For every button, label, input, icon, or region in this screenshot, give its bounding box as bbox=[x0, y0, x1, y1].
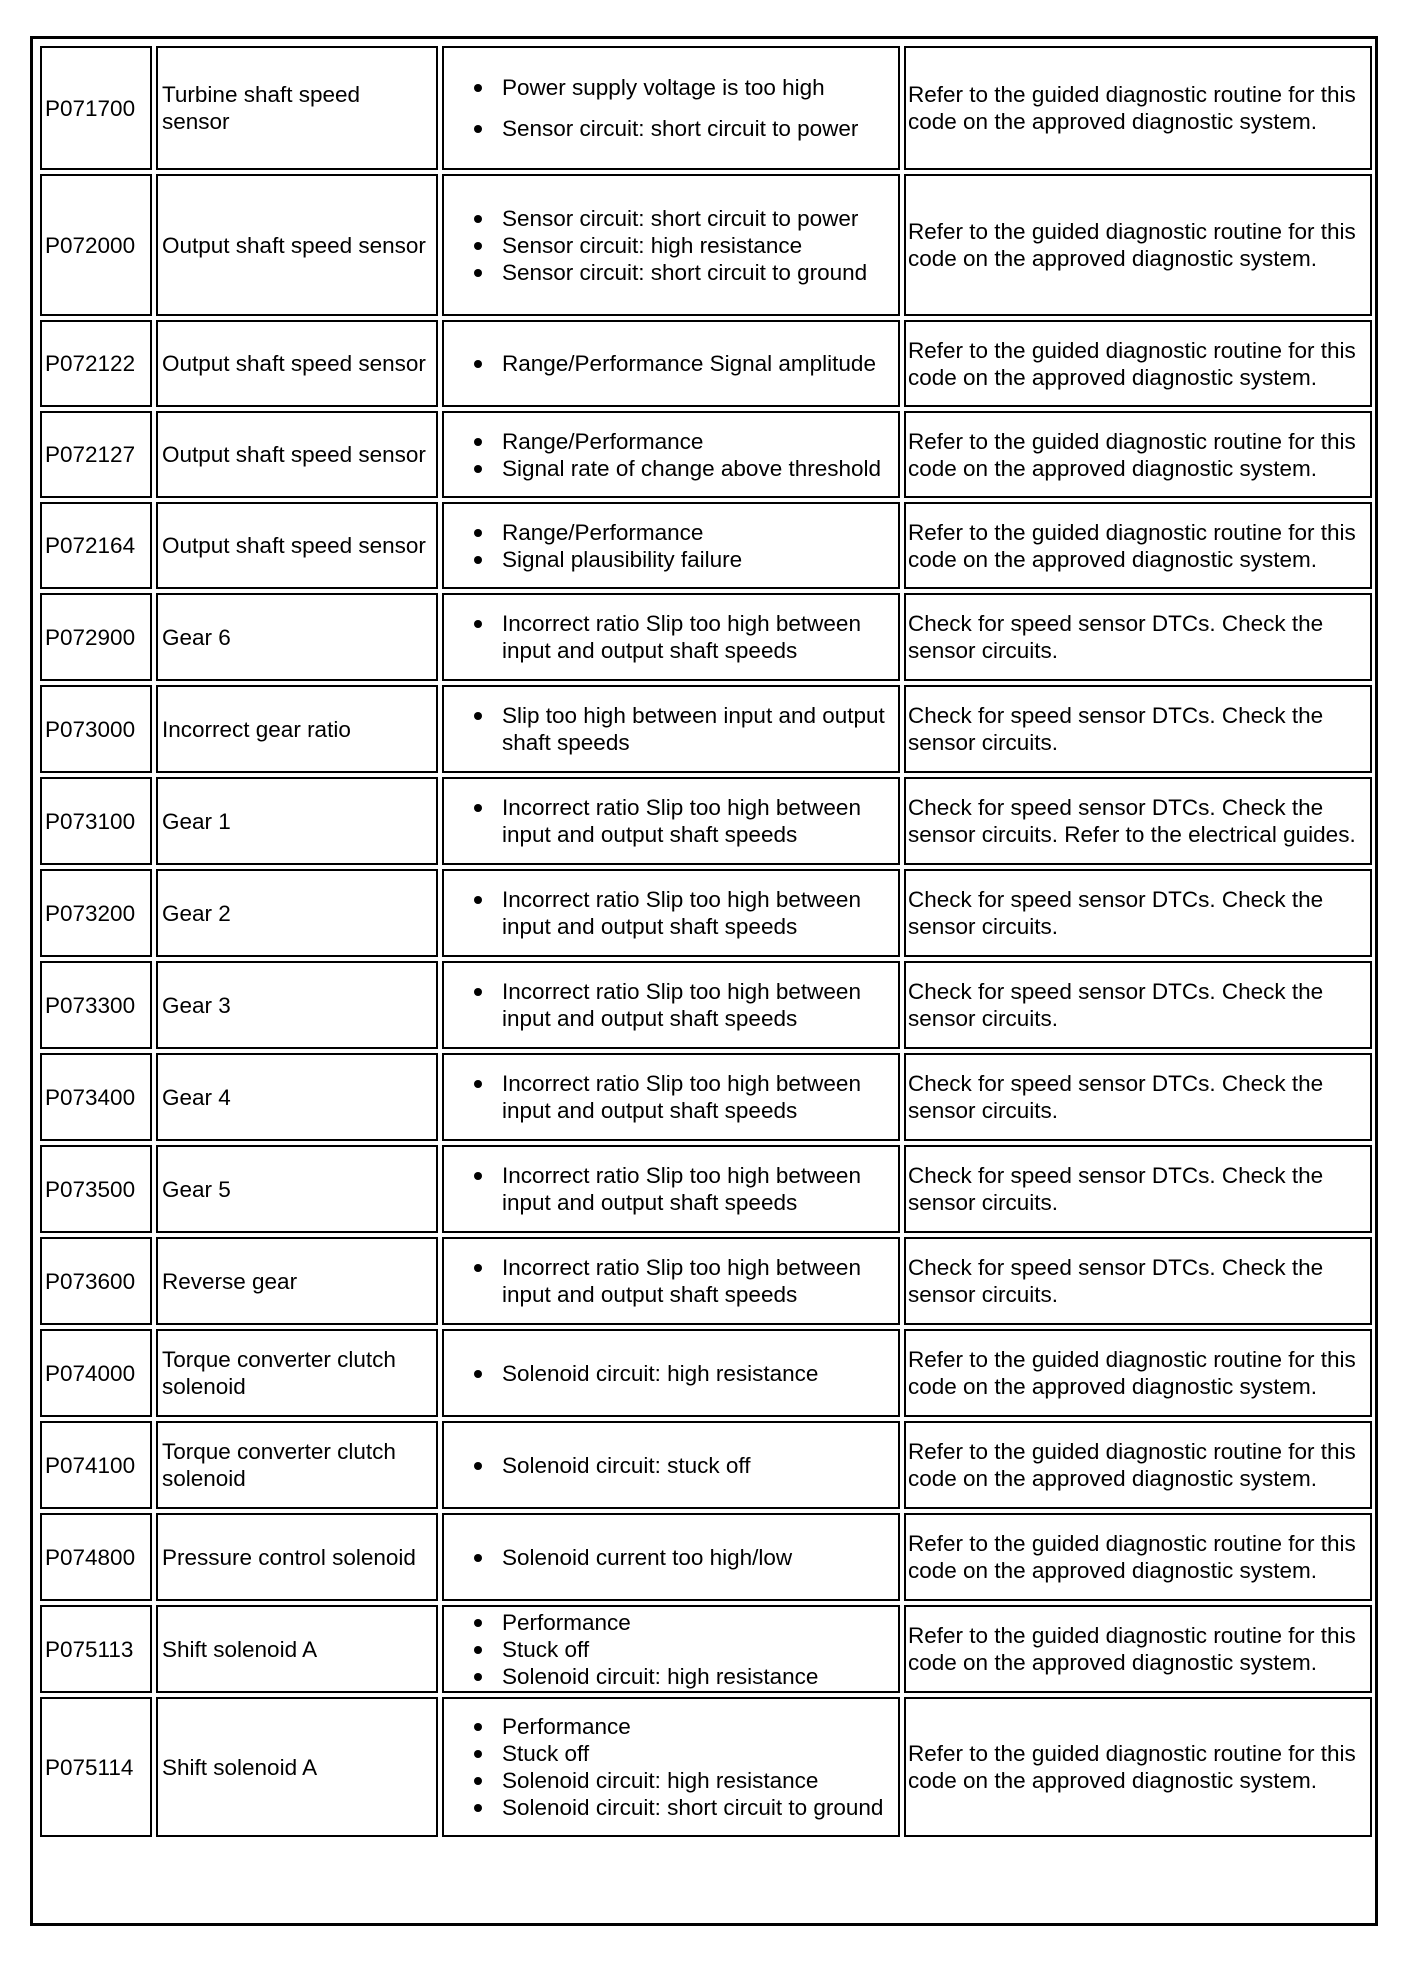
action-cell: Refer to the guided diagnostic routine for this code on the approved diagnostic system. bbox=[904, 174, 1372, 316]
action-cell: Check for speed sensor DTCs. Check the sensor circuits. bbox=[904, 961, 1372, 1049]
action-cell: Check for speed sensor DTCs. Check the sensor circuits. bbox=[904, 869, 1372, 957]
dtc-code-cell: P072000 bbox=[40, 174, 152, 316]
table-row bbox=[40, 411, 1372, 498]
component-cell: Turbine shaft speed sensor bbox=[156, 46, 438, 170]
possible-causes-cell bbox=[442, 961, 900, 1049]
action-cell: Check for speed sensor DTCs. Check the sensor circuits. bbox=[904, 685, 1372, 773]
table-row bbox=[40, 46, 1372, 170]
table-row bbox=[40, 1605, 1372, 1693]
cause-list bbox=[454, 205, 894, 286]
dtc-code-cell: P074800 bbox=[40, 1513, 152, 1601]
dtc-table-body bbox=[40, 46, 1372, 1837]
cause-list bbox=[454, 702, 894, 756]
dtc-code-cell: P073600 bbox=[40, 1237, 152, 1325]
action-cell: Refer to the guided diagnostic routine for this code on the approved diagnostic system. bbox=[904, 1513, 1372, 1601]
action-cell: Check for speed sensor DTCs. Check the sensor circuits. bbox=[904, 1237, 1372, 1325]
cause-list-item: Incorrect ratio Slip too high between input and output shaft speeds bbox=[454, 1070, 894, 1124]
cause-list-item: Solenoid circuit: high resistance bbox=[454, 1767, 894, 1794]
possible-causes-cell bbox=[442, 685, 900, 773]
cause-list-item: Solenoid current too high/low bbox=[454, 1544, 894, 1571]
cause-list-item: Power supply voltage is too high bbox=[454, 74, 894, 101]
possible-causes-cell bbox=[442, 174, 900, 316]
cause-list-item: Incorrect ratio Slip too high between input and output shaft speeds bbox=[454, 610, 894, 664]
dtc-code-cell: P072900 bbox=[40, 593, 152, 681]
action-cell: Check for speed sensor DTCs. Check the sensor circuits. bbox=[904, 1053, 1372, 1141]
table-row bbox=[40, 1697, 1372, 1837]
cause-list bbox=[454, 519, 894, 573]
table-row bbox=[40, 1513, 1372, 1601]
cause-list bbox=[454, 886, 894, 940]
cause-list bbox=[454, 1254, 894, 1308]
cause-list bbox=[454, 1070, 894, 1124]
component-cell: Gear 1 bbox=[156, 777, 438, 865]
cause-list bbox=[454, 1544, 894, 1571]
dtc-code-cell: P073100 bbox=[40, 777, 152, 865]
cause-list-item: Sensor circuit: short circuit to ground bbox=[454, 259, 894, 286]
cause-list bbox=[454, 350, 894, 377]
action-cell: Refer to the guided diagnostic routine for this code on the approved diagnostic system. bbox=[904, 1605, 1372, 1693]
table-row bbox=[40, 1053, 1372, 1141]
action-cell: Check for speed sensor DTCs. Check the sensor circuits. bbox=[904, 593, 1372, 681]
cause-list-item: Signal rate of change above threshold bbox=[454, 455, 894, 482]
component-cell: Output shaft speed sensor bbox=[156, 320, 438, 407]
table-row bbox=[40, 320, 1372, 407]
possible-causes-cell bbox=[442, 46, 900, 170]
cause-list-item: Signal plausibility failure bbox=[454, 546, 894, 573]
cause-list bbox=[454, 794, 894, 848]
cause-list-item: Sensor circuit: short circuit to power bbox=[454, 115, 894, 142]
action-cell: Check for speed sensor DTCs. Check the sensor circuits. bbox=[904, 1145, 1372, 1233]
component-cell: Shift solenoid A bbox=[156, 1697, 438, 1837]
action-cell: Refer to the guided diagnostic routine for this code on the approved diagnostic system. bbox=[904, 1329, 1372, 1417]
component-cell: Gear 2 bbox=[156, 869, 438, 957]
possible-causes-cell bbox=[442, 1237, 900, 1325]
cause-list-item: Sensor circuit: high resistance bbox=[454, 232, 894, 259]
cause-list-item: Incorrect ratio Slip too high between input and output shaft speeds bbox=[454, 1254, 894, 1308]
table-row bbox=[40, 1421, 1372, 1509]
dtc-code-cell: P074100 bbox=[40, 1421, 152, 1509]
component-cell: Incorrect gear ratio bbox=[156, 685, 438, 773]
possible-causes-cell bbox=[442, 502, 900, 589]
action-cell: Refer to the guided diagnostic routine for this code on the approved diagnostic system. bbox=[904, 1697, 1372, 1837]
dtc-code-cell: P073500 bbox=[40, 1145, 152, 1233]
cause-list-item: Range/Performance bbox=[454, 519, 894, 546]
table-row bbox=[40, 1329, 1372, 1417]
action-cell: Refer to the guided diagnostic routine for this code on the approved diagnostic system. bbox=[904, 502, 1372, 589]
dtc-code-cell: P073000 bbox=[40, 685, 152, 773]
action-cell: Refer to the guided diagnostic routine for this code on the approved diagnostic system. bbox=[904, 46, 1372, 170]
table-row bbox=[40, 961, 1372, 1049]
component-cell: Output shaft speed sensor bbox=[156, 502, 438, 589]
dtc-code-cell: P075113 bbox=[40, 1605, 152, 1693]
dtc-code-cell: P071700 bbox=[40, 46, 152, 170]
possible-causes-cell bbox=[442, 869, 900, 957]
possible-causes-cell bbox=[442, 1329, 900, 1417]
cause-list-item: Solenoid circuit: high resistance bbox=[454, 1663, 894, 1690]
table-row bbox=[40, 777, 1372, 865]
cause-list-item: Incorrect ratio Slip too high between input and output shaft speeds bbox=[454, 794, 894, 848]
cause-list bbox=[454, 74, 894, 142]
cause-list-item: Solenoid circuit: short circuit to ground bbox=[454, 1794, 894, 1821]
possible-causes-cell bbox=[442, 1513, 900, 1601]
component-cell: Torque converter clutch solenoid bbox=[156, 1329, 438, 1417]
cause-list-item: Sensor circuit: short circuit to power bbox=[454, 205, 894, 232]
cause-list bbox=[454, 1162, 894, 1216]
cause-list-item: Performance bbox=[454, 1713, 894, 1740]
cause-list-item: Solenoid circuit: high resistance bbox=[454, 1360, 894, 1387]
possible-causes-cell bbox=[442, 1697, 900, 1837]
action-cell: Refer to the guided diagnostic routine for this code on the approved diagnostic system. bbox=[904, 320, 1372, 407]
component-cell: Gear 3 bbox=[156, 961, 438, 1049]
possible-causes-cell bbox=[442, 1421, 900, 1509]
possible-causes-cell bbox=[442, 777, 900, 865]
component-cell: Gear 6 bbox=[156, 593, 438, 681]
action-cell: Refer to the guided diagnostic routine for this code on the approved diagnostic system. bbox=[904, 411, 1372, 498]
table-row bbox=[40, 174, 1372, 316]
cause-list bbox=[454, 1713, 894, 1821]
dtc-table-frame bbox=[30, 36, 1378, 1926]
table-row bbox=[40, 1145, 1372, 1233]
table-row bbox=[40, 502, 1372, 589]
component-cell: Output shaft speed sensor bbox=[156, 411, 438, 498]
cause-list-item: Range/Performance Signal amplitude bbox=[454, 350, 894, 377]
component-cell: Reverse gear bbox=[156, 1237, 438, 1325]
cause-list-item: Performance bbox=[454, 1609, 894, 1636]
component-cell: Torque converter clutch solenoid bbox=[156, 1421, 438, 1509]
dtc-code-cell: P072122 bbox=[40, 320, 152, 407]
cause-list-item: Slip too high between input and output shaft speeds bbox=[454, 702, 894, 756]
cause-list-item: Range/Performance bbox=[454, 428, 894, 455]
table-row bbox=[40, 1237, 1372, 1325]
cause-list bbox=[454, 978, 894, 1032]
component-cell: Gear 5 bbox=[156, 1145, 438, 1233]
dtc-table bbox=[36, 42, 1376, 1841]
action-cell: Refer to the guided diagnostic routine for this code on the approved diagnostic system. bbox=[904, 1421, 1372, 1509]
cause-list-item: Incorrect ratio Slip too high between input and output shaft speeds bbox=[454, 978, 894, 1032]
dtc-code-cell: P075114 bbox=[40, 1697, 152, 1837]
component-cell: Output shaft speed sensor bbox=[156, 174, 438, 316]
cause-list bbox=[454, 428, 894, 482]
table-row bbox=[40, 869, 1372, 957]
dtc-code-cell: P073200 bbox=[40, 869, 152, 957]
cause-list-item: Solenoid circuit: stuck off bbox=[454, 1452, 894, 1479]
cause-list bbox=[454, 1609, 894, 1690]
cause-list-item: Incorrect ratio Slip too high between input and output shaft speeds bbox=[454, 886, 894, 940]
possible-causes-cell bbox=[442, 1605, 900, 1693]
dtc-code-cell: P073400 bbox=[40, 1053, 152, 1141]
cause-list bbox=[454, 610, 894, 664]
component-cell: Pressure control solenoid bbox=[156, 1513, 438, 1601]
action-cell: Check for speed sensor DTCs. Check the sensor circuits. Refer to the electrical guides. bbox=[904, 777, 1372, 865]
cause-list-item: Incorrect ratio Slip too high between input and output shaft speeds bbox=[454, 1162, 894, 1216]
dtc-code-cell: P072164 bbox=[40, 502, 152, 589]
possible-causes-cell bbox=[442, 1145, 900, 1233]
component-cell: Shift solenoid A bbox=[156, 1605, 438, 1693]
possible-causes-cell bbox=[442, 411, 900, 498]
table-row bbox=[40, 593, 1372, 681]
dtc-code-cell: P073300 bbox=[40, 961, 152, 1049]
dtc-code-cell: P072127 bbox=[40, 411, 152, 498]
dtc-code-cell: P074000 bbox=[40, 1329, 152, 1417]
cause-list bbox=[454, 1452, 894, 1479]
cause-list bbox=[454, 1360, 894, 1387]
cause-list-item: Stuck off bbox=[454, 1740, 894, 1767]
possible-causes-cell bbox=[442, 320, 900, 407]
component-cell: Gear 4 bbox=[156, 1053, 438, 1141]
table-row bbox=[40, 685, 1372, 773]
cause-list-item: Stuck off bbox=[454, 1636, 894, 1663]
possible-causes-cell bbox=[442, 1053, 900, 1141]
possible-causes-cell bbox=[442, 593, 900, 681]
